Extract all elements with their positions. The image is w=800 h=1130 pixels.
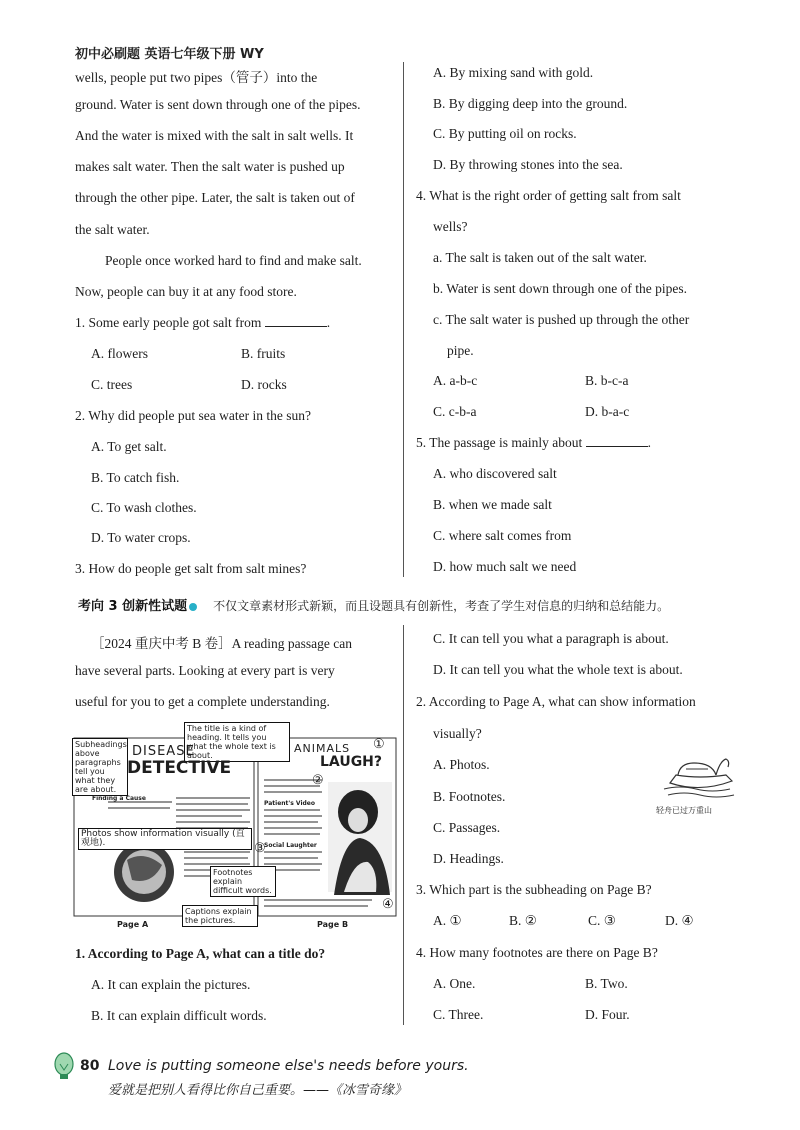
passage-line: wells, people put two pipes（管子）into the — [75, 70, 318, 85]
question-5-stem: 5. The passage is mainly about . — [416, 435, 651, 450]
q1-option-d[interactable]: D. rocks — [241, 377, 287, 392]
disease-heading-1: DISEASE — [132, 744, 195, 759]
bottom-q3-option-d[interactable]: D. ④ — [665, 913, 694, 928]
marker-1: ① — [373, 736, 385, 751]
caption-captions: Captions explain the pictures. — [182, 905, 258, 927]
bottom-question-2-stem-cont: visually? — [433, 726, 482, 741]
bottom-q4-option-a[interactable]: A. One. — [433, 976, 476, 991]
animals-heading-2: LAUGH? — [320, 754, 383, 770]
passage-line: And the water is mixed with the salt in salt wells. It — [75, 128, 354, 143]
section-dot-icon — [189, 603, 197, 611]
question-1-stem: 1. Some early people got salt from . — [75, 315, 331, 330]
bottom-question-2-stem: 2. According to Page A, what can show information — [416, 694, 696, 709]
q3-option-a[interactable]: A. By mixing sand with gold. — [433, 65, 594, 80]
q4-step-c-cont: pipe. — [447, 343, 474, 358]
q5-option-d[interactable]: D. how much salt we need — [433, 559, 577, 574]
passage-line: People once worked hard to find and make salt. — [105, 253, 362, 268]
q3-option-d[interactable]: D. By throwing stones into the sea. — [433, 157, 623, 172]
q5-option-c[interactable]: C. where salt comes from — [433, 528, 572, 543]
column-divider-top — [403, 62, 404, 577]
bottom-question-1-stem: 1. According to Page A, what can a title do? — [75, 946, 326, 961]
q3-option-c[interactable]: C. By putting oil on rocks. — [433, 126, 577, 141]
bottom-q1-option-c[interactable]: C. It can tell you what a paragraph is about. — [433, 631, 669, 646]
q4-option-d[interactable]: D. b-a-c — [585, 404, 630, 419]
bottom-q4-option-d[interactable]: D. Four. — [585, 1007, 630, 1022]
q4-option-a[interactable]: A. a-b-c — [433, 373, 478, 388]
q4-option-c[interactable]: C. c-b-a — [433, 404, 477, 419]
footer-quote-cn: 爱就是把别人看得比你自己重要。——《冰雪奇缘》 — [108, 1083, 408, 1098]
q3-option-b[interactable]: B. By digging deep into the ground. — [433, 96, 628, 111]
question-3-stem: 3. How do people get salt from salt mines? — [75, 561, 307, 576]
question-4-stem-cont: wells? — [433, 219, 468, 234]
bottom-q4-option-c[interactable]: C. Three. — [433, 1007, 484, 1022]
passage-line: the salt water. — [75, 222, 150, 237]
intro-line: ［2024 重庆中考 B 卷］A reading passage can — [91, 636, 352, 651]
page-number: 80 — [80, 1058, 100, 1074]
q5-option-b[interactable]: B. when we made salt — [433, 497, 552, 512]
intro-line: have several parts. Looking at every part is very — [75, 663, 335, 678]
passage-line: makes salt water. Then the salt water is pushed up — [75, 159, 345, 174]
intro-line: useful for you to get a complete understanding. — [75, 694, 330, 709]
passage-line: Now, people can buy it at any food store. — [75, 284, 297, 299]
bottom-q4-option-b[interactable]: B. Two. — [585, 976, 628, 991]
marker-4: ④ — [382, 896, 394, 911]
reading-figure — [72, 720, 398, 935]
page-b-label: Page B — [317, 920, 349, 929]
lightbulb-icon — [53, 1052, 75, 1082]
bottom-q3-option-b[interactable]: B. ② — [509, 913, 537, 928]
q1-option-b[interactable]: B. fruits — [241, 346, 286, 361]
caption-photos: Photos show information visually (直观地). — [78, 828, 252, 850]
footer-quote-en: Love is putting someone else's needs before yours. — [108, 1058, 469, 1074]
section-heading — [78, 595, 669, 614]
bottom-q3-option-a[interactable]: A. ① — [433, 913, 462, 928]
passage-line: through the other pipe. Later, the salt is taken out of — [75, 190, 355, 205]
page-header: 初中必刷题 英语七年级下册 WY — [75, 47, 264, 62]
q2-option-d[interactable]: D. To water crops. — [91, 530, 191, 545]
passage-line: ground. Water is sent down through one of the pipes. — [75, 97, 361, 112]
bottom-question-4-stem: 4. How many footnotes are there on Page B? — [416, 945, 658, 960]
q4-step-a: a. The salt is taken out of the salt water. — [433, 250, 647, 265]
laughter-subheading: Social Laughter — [264, 842, 317, 849]
caption-subheadings: Subheadings above paragraphs tell you what they are about. — [72, 738, 128, 796]
q1-option-a[interactable]: A. flowers — [91, 346, 148, 361]
q1-option-c[interactable]: C. trees — [91, 377, 133, 392]
page-a-label: Page A — [117, 920, 149, 929]
q2-option-b[interactable]: B. To catch fish. — [91, 470, 180, 485]
q4-option-b[interactable]: B. b-c-a — [585, 373, 629, 388]
boat-caption: 轻舟已过万重山 — [656, 806, 712, 815]
caption-footnotes: Footnotes explain difficult words. — [210, 866, 276, 897]
caption-title: The title is a kind of heading. It tells you what the whole text is about. — [184, 722, 290, 762]
bottom-q1-option-b[interactable]: B. It can explain difficult words. — [91, 1008, 267, 1023]
bottom-q3-option-c[interactable]: C. ③ — [588, 913, 616, 928]
section-description: 不仅文章素材形式新颖，而且设题具有创新性，考查了学生对信息的归纳和总结能力。 — [213, 599, 670, 613]
bottom-q2-option-d[interactable]: D. Headings. — [433, 851, 504, 866]
bottom-q1-option-d[interactable]: D. It can tell you what the whole text is about. — [433, 662, 683, 677]
bottom-q2-option-b[interactable]: B. Footnotes. — [433, 789, 506, 804]
animals-heading-1: ANIMALS — [294, 742, 351, 755]
bottom-q2-option-a[interactable]: A. Photos. — [433, 757, 490, 772]
q4-step-b: b. Water is sent down through one of the pipes. — [433, 281, 687, 296]
marker-2: ② — [312, 772, 324, 787]
section-title: 考向 3 创新性试题 — [78, 599, 188, 614]
q5-option-a[interactable]: A. who discovered salt — [433, 466, 557, 481]
disease-heading-2: DETECTIVE — [127, 758, 232, 778]
bottom-q1-option-a[interactable]: A. It can explain the pictures. — [91, 977, 251, 992]
question-4-stem: 4. What is the right order of getting salt from salt — [416, 188, 681, 203]
column-divider-bottom — [403, 625, 404, 1025]
boat-illustration — [660, 753, 740, 803]
q2-option-a[interactable]: A. To get salt. — [91, 439, 167, 454]
bottom-q2-option-c[interactable]: C. Passages. — [433, 820, 501, 835]
bottom-question-3-stem: 3. Which part is the subheading on Page B? — [416, 882, 652, 897]
marker-3: ③ — [254, 840, 266, 855]
video-subheading: Patient's Video — [264, 800, 315, 807]
finding-subheading: Finding a Cause — [92, 795, 146, 802]
q4-step-c: c. The salt water is pushed up through the other — [433, 312, 690, 327]
question-2-stem: 2. Why did people put sea water in the sun? — [75, 408, 311, 423]
q2-option-c[interactable]: C. To wash clothes. — [91, 500, 197, 515]
